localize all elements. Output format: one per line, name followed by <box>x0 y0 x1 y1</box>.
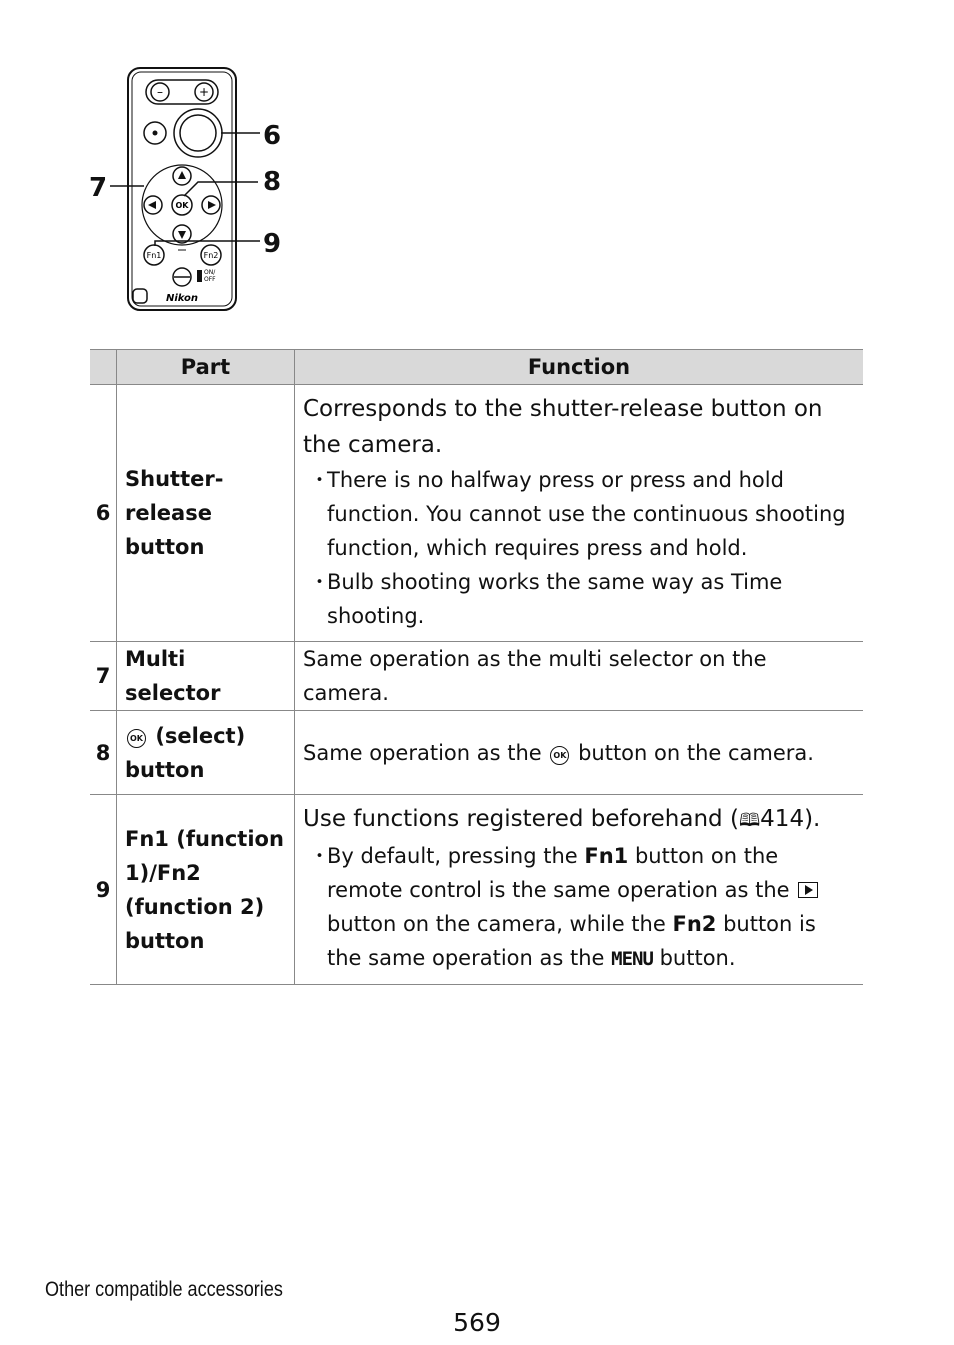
page-number: 569 <box>453 1308 501 1337</box>
svg-text:OFF: OFF <box>204 276 216 283</box>
row-number: 6 <box>90 385 117 642</box>
function-lead: Same operation as the multi selector on the camera. <box>303 647 767 705</box>
book-icon: 🕮 <box>738 810 761 831</box>
nikon-logo: Nikon <box>165 293 199 304</box>
function-lead: Corresponds to the shutter-release button on the camera. <box>303 396 823 458</box>
bullet-item: ・ There is no halfway press or press and hold function. You cannot use the continuous shooting function, which requires press and hold. <box>309 468 846 560</box>
row-function <box>295 385 864 642</box>
row-number: 9 <box>90 795 117 985</box>
row-part: Multi selector <box>117 642 295 711</box>
callout-8: 8 <box>263 167 282 197</box>
callout-9: 9 <box>263 229 282 259</box>
row-number: 8 <box>90 711 117 795</box>
ok-icon: OK <box>550 746 569 765</box>
table-row <box>90 795 863 985</box>
menu-icon: MENU <box>611 948 653 970</box>
header-function: Function <box>295 350 864 385</box>
callout-6: 6 <box>263 121 282 151</box>
svg-text:ON/: ON/ <box>204 269 216 276</box>
row-number: 7 <box>90 642 117 711</box>
bullet-item: ・ Bulb shooting works the same way as Time shooting. <box>309 570 783 628</box>
header-num <box>90 350 117 385</box>
svg-text:–: – <box>157 85 163 99</box>
footer-section-title: Other compatible accessories <box>45 1278 283 1301</box>
bullet-list <box>303 839 855 976</box>
function-lead: Use functions registered beforehand (🕮414). <box>303 806 821 832</box>
svg-text:+: + <box>198 85 210 99</box>
table-row <box>90 642 863 711</box>
bullet-list <box>303 463 855 633</box>
ok-icon: OK <box>127 729 146 748</box>
callout-7: 7 <box>89 173 108 203</box>
bullet-item: ・ By default, pressing the Fn1 button on the remote control is the same operation as the button on the camera, while the Fn2 button is the same operation as the MENU button. <box>303 839 855 976</box>
row-function: Same operation as the OK button on the camera. <box>295 711 864 795</box>
playback-icon <box>798 882 818 898</box>
row-part: OK (select) button <box>117 711 295 795</box>
row-function <box>295 795 864 985</box>
row-part: Fn1 (function 1)/Fn2 (function 2) button <box>117 795 295 985</box>
svg-text:Fn1: Fn1 <box>146 251 162 260</box>
svg-text:Fn2: Fn2 <box>203 251 219 260</box>
table-header-row <box>90 350 863 385</box>
svg-text:OK: OK <box>175 201 189 210</box>
parts-table <box>90 349 863 985</box>
header-part: Part <box>117 350 295 385</box>
row-function <box>295 642 864 711</box>
remote-control-figure <box>80 60 320 320</box>
remote-control-illustration <box>80 60 320 320</box>
table-row <box>90 385 863 642</box>
row-part: Shutter-release button <box>117 385 295 642</box>
table-row <box>90 711 863 795</box>
